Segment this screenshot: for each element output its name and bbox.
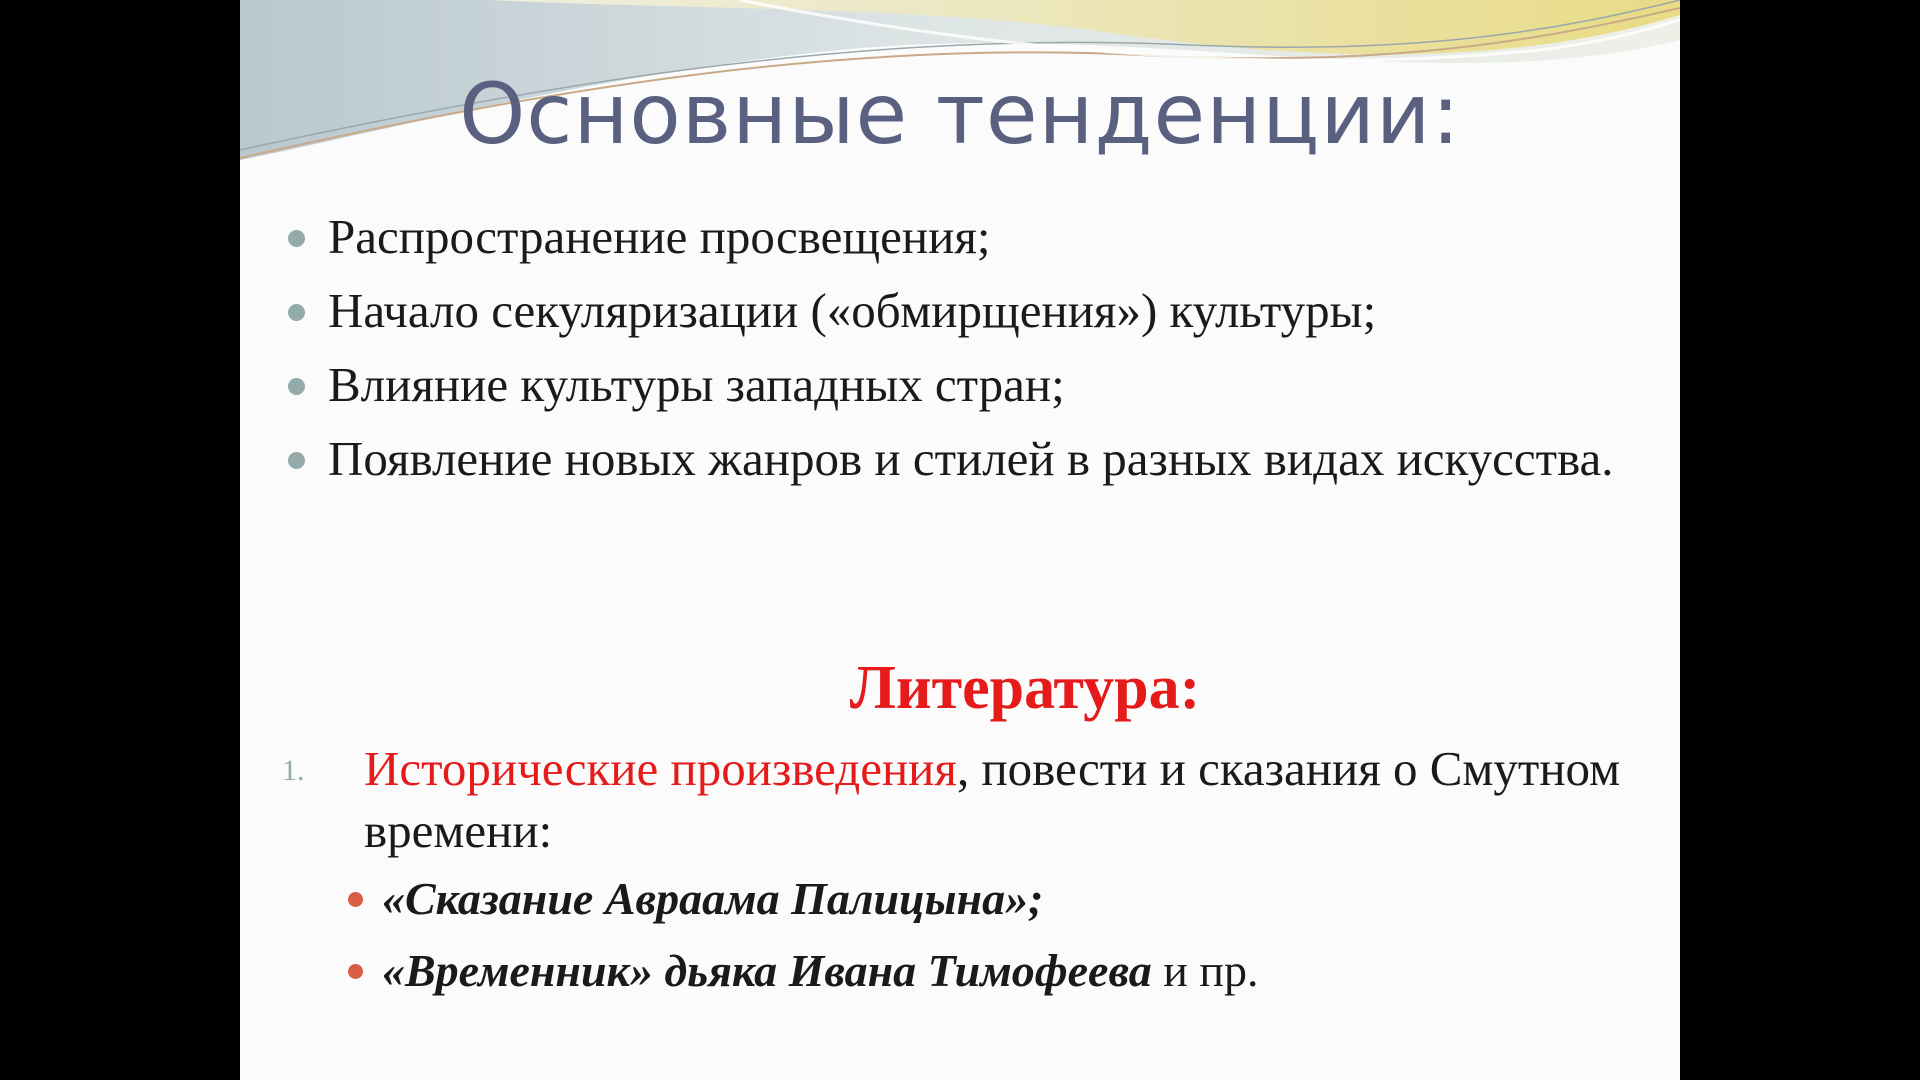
bullet-icon xyxy=(288,304,305,321)
list-item xyxy=(288,280,1618,342)
number-marker: 1. xyxy=(282,754,305,787)
list-item-text: Появление новых жанров и стилей в разных видах искусства. xyxy=(328,431,1614,486)
bullet-icon xyxy=(288,230,305,247)
literature-heading: Литература: xyxy=(849,654,1201,722)
works-list xyxy=(348,870,1648,1014)
list-item xyxy=(288,428,1618,490)
work-title: «Временник» дьяка Ивана Тимофеева xyxy=(382,945,1152,996)
bullet-icon xyxy=(288,452,305,469)
slide-title: Основные тенденции: xyxy=(459,65,1461,163)
list-item xyxy=(348,870,1648,928)
list-item-text: Влияние культуры западных стран; xyxy=(328,357,1065,412)
numbered-item-highlight: Исторические произведения xyxy=(364,741,957,796)
bullet-icon xyxy=(348,892,363,907)
bullet-icon xyxy=(288,378,305,395)
slide xyxy=(240,0,1680,1080)
list-item xyxy=(348,942,1648,1000)
literature-numbered-list xyxy=(282,738,1652,862)
numbered-item-text: , повести и сказания о Смутном времени: xyxy=(364,741,1621,858)
list-item-text: Распространение просвещения; xyxy=(328,209,991,264)
list-item xyxy=(288,354,1618,416)
list-item-text: Начало секуляризации («обмирщения») культуры; xyxy=(328,283,1377,338)
numbered-item xyxy=(282,738,1652,862)
work-suffix: и пр. xyxy=(1151,945,1259,996)
bullet-icon xyxy=(348,964,363,979)
list-item xyxy=(288,206,1618,268)
trend-list xyxy=(288,206,1618,502)
work-title: «Сказание Авраама Палицына»; xyxy=(382,873,1044,924)
